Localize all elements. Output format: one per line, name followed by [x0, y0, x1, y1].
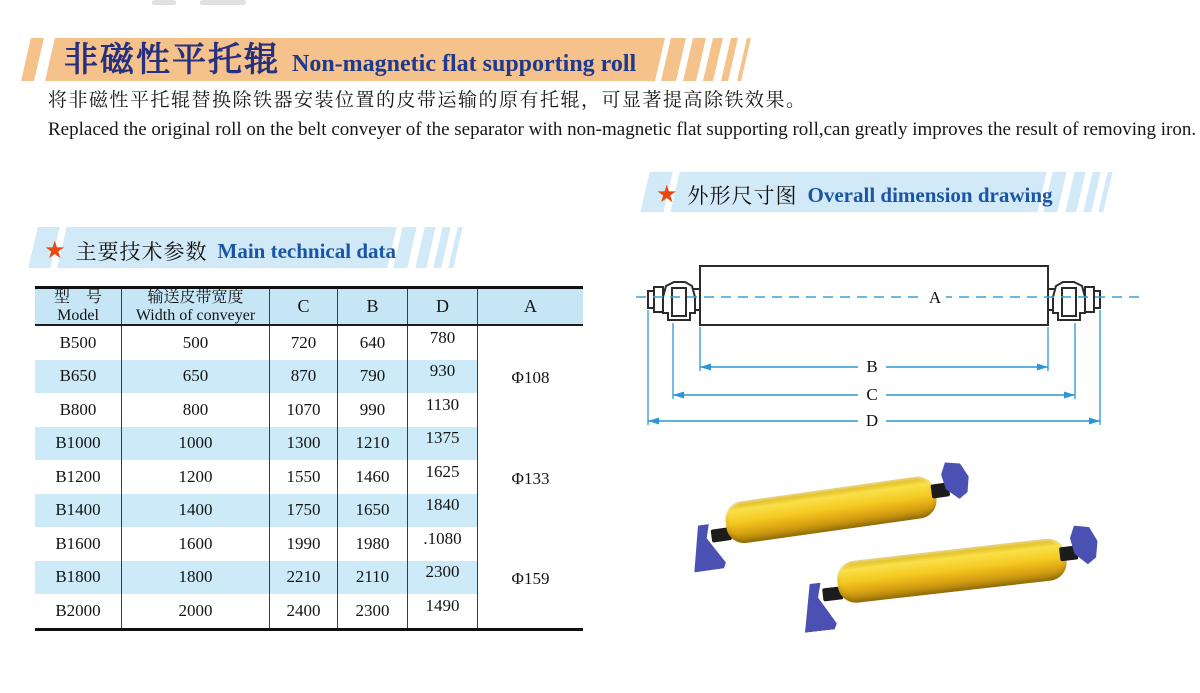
banner-stripe [661, 38, 686, 81]
table-row: B1200 1200 1550 1460 1625 [35, 460, 583, 494]
banner-stripe [415, 227, 435, 268]
table-row: B1600 1600 1990 1980 .1080 [35, 527, 583, 561]
table-row: B800 800 1070 990 1130 [35, 393, 583, 427]
a-value: Φ159 [511, 569, 550, 589]
description-cn: 将非磁性平托辊替换除铁器安装位置的皮带运输的原有托辊，可显著提高除铁效果。 [48, 90, 807, 111]
roller-body [835, 537, 1068, 605]
page-title-cn: 非磁性平托辊 [64, 41, 280, 79]
table-header-row [35, 289, 583, 326]
banner-stripe [21, 38, 44, 81]
banner-stripe [703, 38, 723, 81]
a-value: Φ133 [511, 468, 550, 488]
a-value: Φ108 [511, 368, 550, 388]
dim-label-d: D [865, 411, 879, 430]
banner-stripe [393, 227, 416, 268]
table-row: B650 650 870 790 930 [35, 360, 583, 394]
col-header-width: 输送皮带宽度 Width of conveyer [122, 289, 270, 324]
star-icon: ★ [44, 237, 66, 264]
col-header-c: C [270, 289, 338, 324]
dimension-drawing [628, 252, 1158, 437]
section-title-cn: 外形尺寸图 [687, 185, 798, 208]
banner-stripe [433, 227, 450, 268]
col-header-d: D [408, 289, 478, 324]
section-title-en: Main technical data [217, 238, 397, 263]
col-header-b: B [338, 289, 408, 324]
banner-stripe [1065, 172, 1085, 212]
table-row: B1800 1800 2210 2110 2300 [35, 561, 583, 595]
roller-body [723, 474, 939, 545]
table-row: B1400 1400 1750 1650 1840 [35, 494, 583, 528]
banner-stripe [737, 38, 751, 81]
a-column-merged [478, 328, 583, 630]
col-header-model: 型 号 Model [35, 289, 122, 324]
description [48, 88, 1196, 142]
banner-stripe [683, 38, 706, 81]
table-row: B500 500 720 640 780 [35, 326, 583, 360]
banner-stripe [448, 227, 462, 268]
roller-outline [700, 266, 1048, 325]
page-title-en: Non-magnetic flat supporting roll [292, 51, 637, 77]
scan-smudge [200, 0, 246, 5]
scan-smudge [152, 0, 176, 5]
section-title-cn: 主要技术参数 [75, 241, 208, 264]
dim-label-b: B [866, 357, 878, 376]
dim-label-a: A [928, 288, 942, 307]
section-title-en: Overall dimension drawing [807, 182, 1053, 207]
table-row: B2000 2000 2400 2300 1490 [35, 594, 583, 628]
banner-stripe [1098, 172, 1112, 212]
dim-label-c: C [866, 385, 878, 404]
table-row: B1000 1000 1300 1210 1375 [35, 427, 583, 461]
star-icon: ★ [656, 181, 678, 208]
col-header-a: A [524, 296, 537, 317]
technical-data-table [35, 286, 583, 631]
description-en: Replaced the original roll on the belt conveyer of the separator with non-magnetic flat supporting roll,can greatly improves the result of removing iron. [48, 119, 1197, 140]
banner-stripe [721, 38, 738, 81]
banner-stripe [1083, 172, 1100, 212]
